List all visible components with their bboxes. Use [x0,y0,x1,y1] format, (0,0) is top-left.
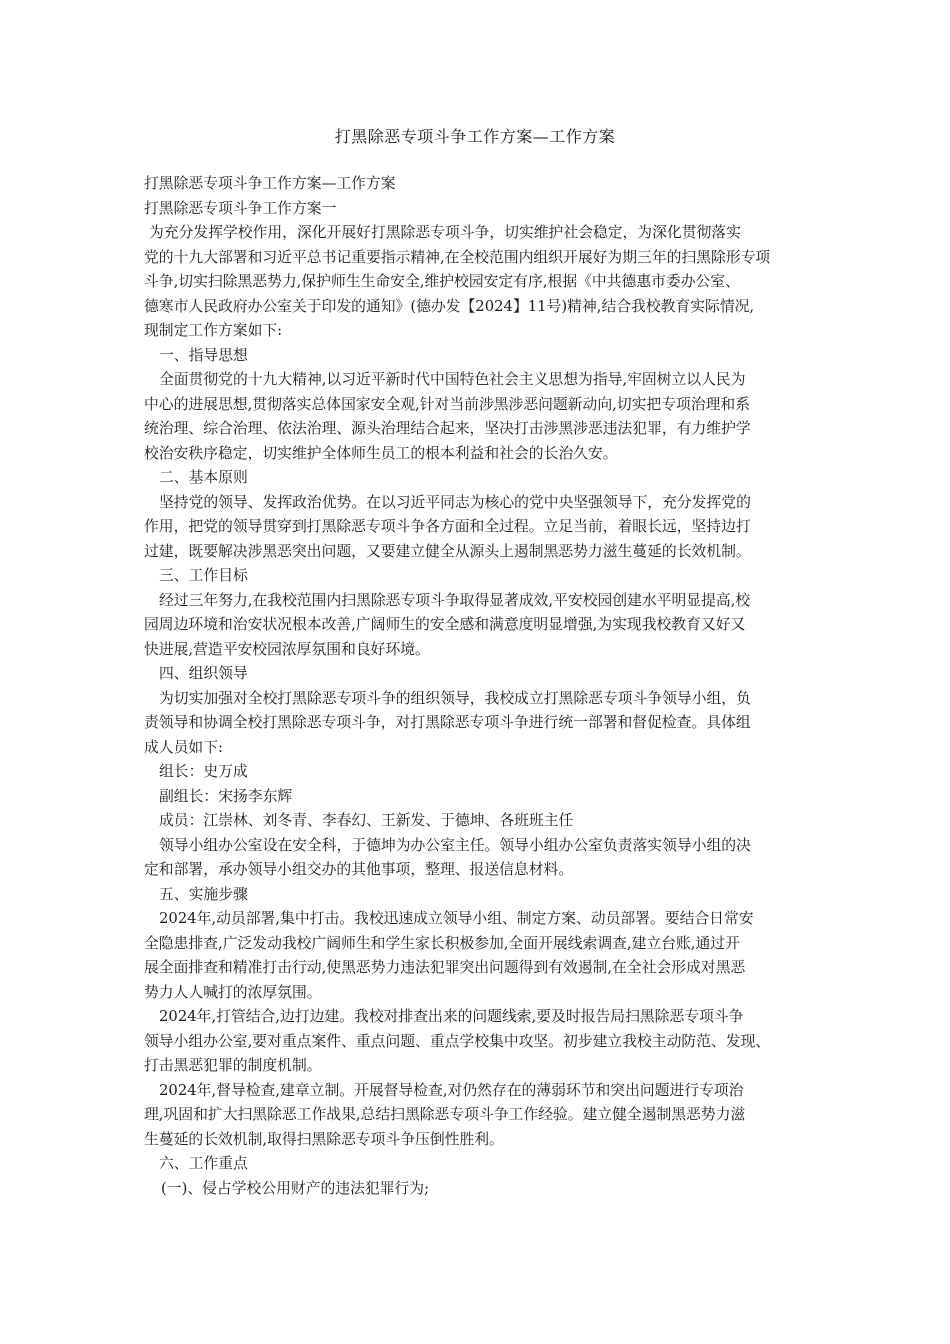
text-line: 园周边环境和治安状况根本改善,广阔师生的安全感和满意度明显增强,为实现我校教育又好又 [144,616,746,633]
text-line: 责领导和协调全校打黑除恶专项斗争，对打黑除恶专项斗争进行统一部署和督促检查。具体组 [144,714,751,731]
text-line: 斗争,切实扫除黑恶势力,保护师生生命安全,维护校园安定有序,根据《中共德惠市委办公室、 [144,273,740,290]
text-line: 成员：江崇林、刘冬青、李春幻、王新发、于德坤、各班班主任 [159,812,574,829]
text-line: 领导小组办公室,要对重点案件、重点问题、重点学校集中攻坚。初步建立我校主动防范、发现、 [144,1032,771,1050]
text-line: 一、指导思想 [159,346,248,364]
text-line: 过建，既要解决涉黑恶突出问题，又要建立健全从源头上遏制黑恶势力滋生蔓延的长效机制。 [144,542,751,560]
text-line: 势力人人喊打的浓厚氛围。 [144,983,322,1001]
text-line: 打击黑恶犯罪的制度机制。 [144,1057,322,1074]
text-line: 作用，把党的领导贯穿到打黑除恶专项斗争各方面和全过程。立足当前，着眼长远，坚持边打 [144,518,751,535]
text-line: 统治理、综合治理、依法治理、源头治理结合起来，坚决打击涉黑涉恶违法犯罪，有力维护学 [144,420,751,437]
text-line: 为充分发挥学校作用，深化开展好打黑除恶专项斗争，切实维护社会稳定，为深化贯彻落实 [149,224,741,241]
text-line: 成人员如下: [144,738,223,756]
text-line: 校治安秩序稳定，切实维护全体师生员工的根本利益和社会的长治久安。 [144,444,618,462]
text-line: 党的十九大部署和习近平总书记重要指示精神,在全校范围内组织开展好为期三年的扫黑除形专项 [144,248,771,266]
text-line: 现制定工作方案如下: [144,322,283,339]
text-line: 坚持党的领导、发挥政治优势。在以习近平同志为核心的党中央坚强领导下，充分发挥党的 [159,493,751,511]
text-line: 副组长：宋扬李东辉 [159,787,293,805]
text-line: 展全面排查和精准打击行动,使黑恶势力违法犯罪突出问题得到有效遏制,在全社会形成对黑恶 [144,959,746,976]
document-body [144,172,824,1201]
text-line: 生蔓延的长效机制,取得扫黑除恶专项斗争压倒性胜利。 [144,1130,504,1148]
text-line: 五、实施步骤 [159,885,248,903]
text-line: 定和部署，承办领导小组交办的其他事项，整理、报送信息材料。 [144,861,574,878]
text-line: 为切实加强对全校打黑除恶专项斗争的组织领导，我校成立打黑除恶专项斗争领导小组，负 [159,689,751,707]
document-title: 打黑除恶专项斗争工作方案—工作方案 [334,127,616,146]
text-line: 打黑除恶专项斗争工作方案—工作方案 [144,175,396,192]
text-line: 二、基本原则 [159,469,248,486]
text-line: 2024年,打管结合,边打边建。我校对排查出来的问题线索,要及时报告局扫黑除恶专项斗争 [159,1008,744,1025]
text-line: 领导小组办公室设在安全科，于德坤为办公室主任。领导小组办公室负责落实领导小组的决 [159,836,751,854]
text-line: 组长：史万成 [159,763,248,780]
text-line: 打黑除恶专项斗争工作方案一 [144,199,337,217]
text-line: 2024年,动员部署,集中打击。我校迅速成立领导小组、制定方案、动员部署。要结合日常安 [159,910,754,927]
text-line: 中心的进展思想,贯彻落实总体国家安全观,针对当前涉黑涉恶问题新动向,切实把专项治理和系 [144,395,750,413]
text-line: 理,巩固和扩大扫黑除恶工作战果,总结扫黑除恶专项斗争工作经验。建立健全遏制黑恶势力滋 [144,1106,746,1123]
text-line: (一)、侵占学校公用财产的违法犯罪行为; [161,1179,430,1197]
text-line: 全隐患排查,广泛发动我校广阔师生和学生家长积极参加,全面开展线索调查,建立台账,通过开 [144,934,740,952]
text-line: 四、组织领导 [159,665,248,682]
text-line: 快进展,营造平安校园浓厚氛围和良好环境。 [144,640,430,658]
text-line: 全面贯彻党的十九大精神,以习近平新时代中国特色社会主义思想为指导,牢固树立以人民为 [159,371,746,388]
text-line: 经过三年努力,在我校范围内扫黑除恶专项斗争取得显著成效,平安校园创建水平明显提高,校 [159,591,751,609]
text-line: 德寒市人民政府办公室关于印发的通知》(德办发【2024】11号)精神,结合我校教育实际情况, [144,297,755,315]
text-line: 六、工作重点 [159,1155,248,1172]
text-line: 三、工作目标 [159,567,248,584]
text-line: 2024年,督导检查,建章立制。开展督导检查,对仍然存在的薄弱环节和突出问题进行专项治 [159,1081,744,1099]
